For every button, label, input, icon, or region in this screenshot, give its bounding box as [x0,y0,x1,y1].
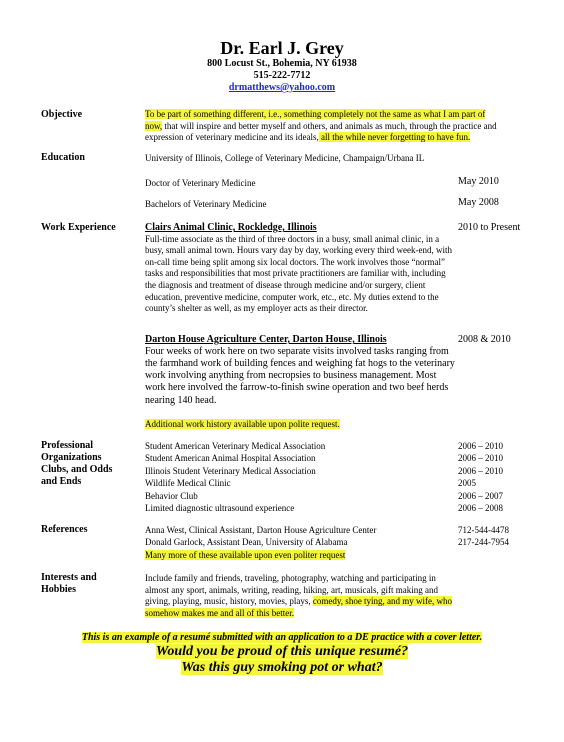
interests-text [145,573,457,619]
interests-plain: Include family and friends, traveling, photography, watching and participating in almost any sport, animals, writing, reading, hiking, art, musicals, gift making and giving, playing, music, history, movies, plays, [145,573,438,607]
footer-question-text: Would you be proud of this unique resumé? [155,644,409,659]
references-note-text: Many more of these available upon even politer request [145,549,346,560]
reference-name: Anna West, Clinical Assistant, Darton House Agriculture Center [145,525,377,535]
organization-date: 2006 – 2010 [458,465,503,476]
job-description: Four weeks of work here on two separate visits involved tasks ranging from the farmhand work of building fences and weighing fat hogs to the veterinary work involving anything from necropsies to business management. Most work here involved the farrow-to-finish swine operation and two beef herds nearing 140 head. [145,345,455,406]
references-label: References [41,524,88,535]
organizations-label-line: and Ends [41,476,82,487]
organization-date: 2006 – 2007 [458,490,503,501]
footer-question [0,660,564,676]
resume-address: 800 Locust St., Bohemia, NY 61938 [207,58,357,69]
organizations-label-line: Clubs, and Odds [41,464,113,475]
work-label: Work Experience [41,222,116,233]
objective-text [145,109,500,144]
footer-question [0,644,564,660]
organization-name: Limited diagnostic ultrasound experience [145,503,295,513]
degree-date: May 2008 [458,197,499,208]
organization-date: 2006 – 2010 [458,453,503,464]
footer-question-text: Was this guy smoking pot or what? [181,660,383,675]
footer-note [0,632,564,643]
reference-name: Donald Garlock, Assistant Dean, University of Alabama [145,537,348,548]
work-note-text: Additional work history available upon polite request. [145,419,340,429]
job-entry [145,334,457,407]
job-date: 2010 to Present [458,222,521,233]
organizations-label-line: Professional [41,440,94,451]
resume-name: Dr. Earl J. Grey [220,38,344,58]
organization-name: Student American Veterinary Medical Association [145,441,326,451]
organizations-label-line: Organizations [41,452,102,463]
organizations-label [41,440,112,488]
organization-name: Wildlife Medical Clinic [145,478,231,489]
organization-name: Illinois Student Veterinary Medical Association [145,465,316,476]
resume-email-link[interactable]: drmatthews@yahoo.com [228,82,336,93]
references-note [145,549,345,561]
degree-name: Doctor of Veterinary Medicine [145,178,256,188]
interests-label [41,572,97,596]
job-entry [145,222,457,315]
degree-name: Bachelors of Veterinary Medicine [145,199,267,209]
work-note [145,418,340,430]
organization-date: 2006 – 2010 [458,441,503,451]
objective-highlight-2: all the while never forgetting to have fun. [318,132,471,143]
footer-note-text: This is an example of a resumé submitted with an application to a DE practice with a cover letter. [81,632,483,643]
organization-name: Student American Animal Hospital Association [145,453,316,464]
organization-date: 2006 – 2008 [458,503,503,513]
organization-date: 2005 [458,478,476,489]
reference-phone: 217-244-7954 [458,537,509,548]
interests-highlight: comedy, shoe tying, and my wife, who somehow makes me and all of this better. [145,596,453,618]
job-description: Full-time associate as the third of three doctors in a busy, small animal clinic, in a busy, small animal town. Hours vary day by day, working every third week-end, with on-call time being split among six local doctors. The work involves those “normal” tasks and responsibilities that most private practitioners are familiar with, including the diagnosis and treatment of disease through medicine and/or surgery, client education, preventive medicine, computer work, etc., etc. My duties extend to the county’s shelter as well, as my employer acts as their director. [145,233,453,314]
job-title: Clairs Animal Clinic, Rockledge, Illinois [145,222,317,233]
education-school: University of Illinois, College of Veterinary Medicine, Champaign/Urbana IL [145,153,425,163]
objective-highlight-1: To be part of something different, i.e., something completely not the same as what I am part of now, [145,109,486,131]
objective-middle: that will inspire and better myself and others, and animals as much, through the practice and expression of veterinary medicine and its ideals, [145,120,497,143]
job-title: Darton House Agriculture Center, Darton House, Illinois [145,334,387,345]
interests-label-line: Hobbies [41,584,77,595]
education-label: Education [41,152,85,163]
interests-label-line: Interests and [41,572,97,583]
objective-label: Objective [41,109,83,120]
degree-date: May 2010 [458,176,499,187]
job-date: 2008 & 2010 [458,334,511,345]
resume-phone: 515-222-7712 [253,70,311,81]
reference-phone: 712-544-4478 [458,525,509,535]
organization-name: Behavior Club [145,490,198,501]
